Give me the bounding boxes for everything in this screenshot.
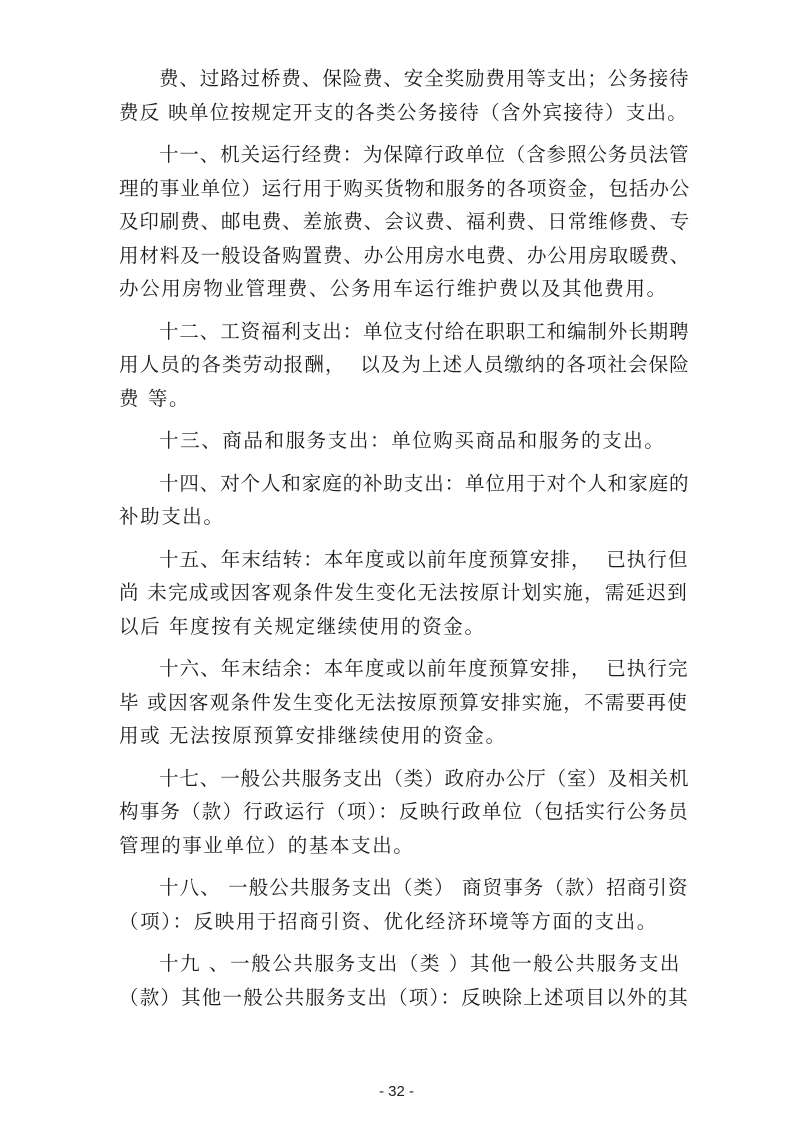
text-line: 十三、商品和服务支出：单位购买商品和服务的支出。 (159, 429, 666, 452)
text-line: 十六、年末结余：本年度或以前年度预算安排， 已执行完 (159, 657, 689, 680)
text-line: 十五、年末结转：本年度或以前年度预算安排， 已执行但 (159, 547, 689, 571)
paragraph-16-surplus (119, 652, 690, 753)
text-line: 补助支出。 (119, 505, 225, 528)
text-line: 构事务（款）行政运行（项）：反映行政单位（包括实行公务员 (119, 800, 689, 823)
text-line: 用或 无法按原预算安排继续使用的资金。 (119, 724, 507, 747)
paragraph-15-carryover (119, 543, 690, 644)
text-line: 费、过路过桥费、保险费、安全奖励费用等支出；公务接待 (159, 67, 690, 90)
text-line: 以后 年度按有关规定继续使用的资金。 (119, 614, 486, 638)
text-line: 十四、对个人和家庭的补助支出：单位用于对个人和家庭的 (159, 471, 690, 495)
text-line: 十九 、一般公共服务支出（类 ）其他一般公共服务支出 (159, 952, 681, 975)
paragraph-19-other-public-services (119, 947, 690, 1014)
text-line: 用材料及一般设备购置费、办公用房水电费、办公用房取暖费、 (119, 243, 691, 267)
paragraph-17-admin-operation (119, 762, 690, 863)
text-line: 费反 映单位按规定开支的各类公务接待（含外宾接待）支出。 (119, 100, 689, 124)
text-line: 十八、 一般公共服务支出（类） 商贸事务（款）招商引资 (159, 876, 689, 899)
body-text (119, 62, 690, 1023)
paragraph-12-wages-welfare (119, 315, 690, 416)
text-line: 十二、工资福利支出：单位支付给在职职工和编制外长期聘 (159, 319, 690, 343)
text-line: 理的事业单位）运行用于购买货物和服务的各项资金，包括办公 (119, 176, 691, 200)
paragraph-13-goods-services (119, 424, 690, 458)
paragraph-travel-reception (119, 62, 690, 129)
text-line: （项）：反映用于招商引资、优化经济环境等方面的支出。 (119, 909, 658, 933)
text-line: 十一、机关运行经费：为保障行政单位（含参照公务员法管 (159, 143, 690, 166)
text-line: （款）其他一般公共服务支出（项）：反映除上述项目以外的其 (119, 985, 689, 1009)
text-line: 用人员的各类劳动报酬， 以及为上述人员缴纳的各项社会保险 (119, 353, 690, 376)
text-line: 毕 或因客观条件发生变化无法按原预算安排实施，不需要再使 (119, 690, 689, 714)
paragraph-14-subsidies (119, 467, 690, 534)
text-line: 十七、一般公共服务支出（类）政府办公厅（室）及相关机 (159, 766, 690, 790)
text-line: 管理的事业单位）的基本支出。 (119, 833, 415, 857)
paragraph-18-investment-promotion (119, 871, 690, 938)
paragraph-11-operating-funds (119, 138, 690, 306)
text-line: 办公用房物业管理费、公务用车运行维护费以及其他费用。 (119, 277, 668, 300)
text-line: 及印刷费、邮电费、差旅费、会议费、福利费、日常维修费、专 (119, 210, 691, 233)
text-line: 尚 未完成或因客观条件发生变化无法按原计划实施，需延迟到 (119, 581, 689, 604)
page-number: - 32 - (378, 1083, 414, 1100)
text-line: 费 等。 (119, 386, 191, 410)
